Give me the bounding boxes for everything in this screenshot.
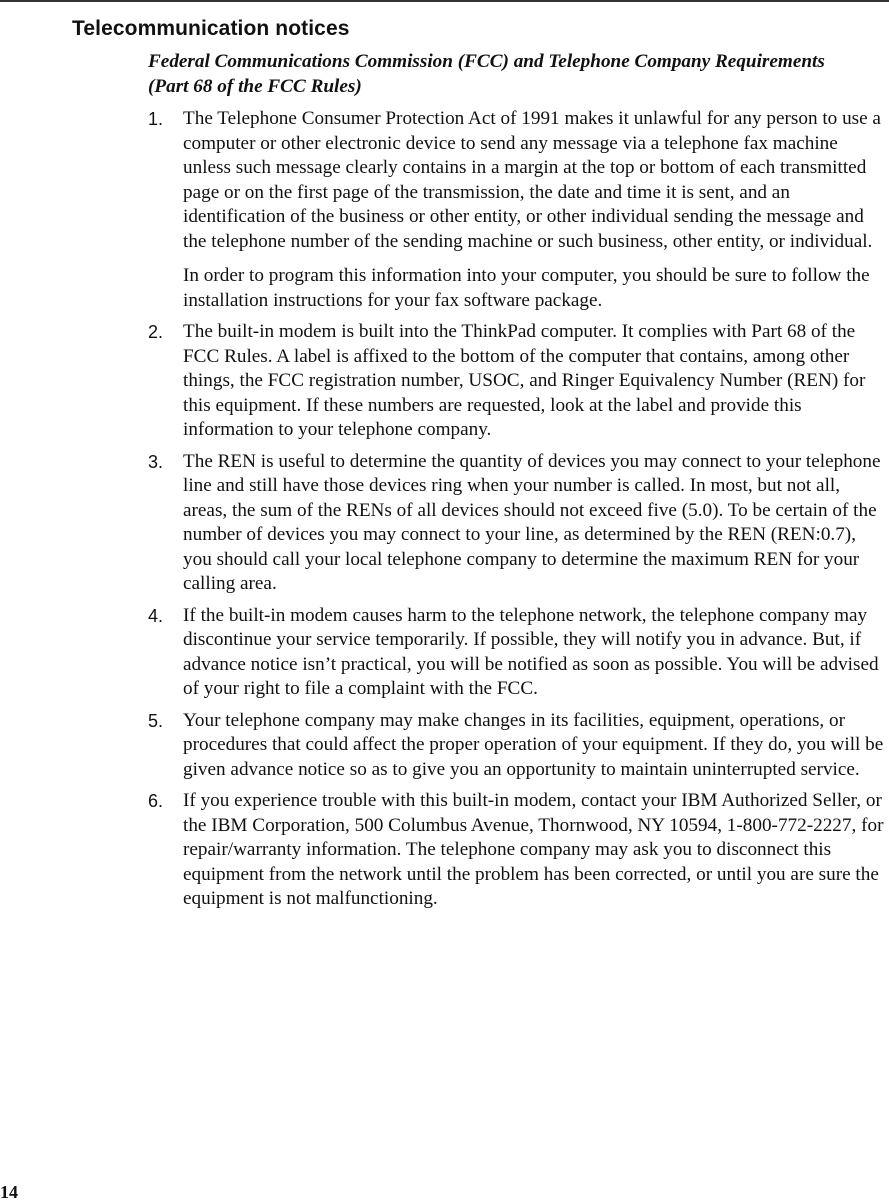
top-rule (0, 0, 889, 2)
item-number: 3. (148, 451, 164, 472)
list-item (148, 320, 888, 443)
list-item (148, 789, 888, 912)
item-paragraph: The Telephone Consumer Protection Act of 1991 makes it unlawful for any person to use a computer or other electronic device to send any message via a telephone fax machine unless such message clearly contains in a margin at the top or bottom of each transmitted page or on the first page of the transmission, the date and time it is sent, and an identification of the business or other entity, or other individual sending the message and the telephone number of the sending machine or such business, other entity, or individual. (183, 108, 881, 252)
item-paragraph: If the built-in modem causes harm to the telephone network, the telephone company may discontinue your service temporarily. If possible, they will notify you in advance. But, if advance notice isn’t practical, you will be notified as soon as possible. You will be advised of your right to file a complaint with the FCC. (183, 604, 879, 699)
item-paragraph: The REN is useful to determine the quantity of devices you may connect to your telephone line and still have those devices ring when your number is called. In most, but not all, areas, the sum of the RENs of all devices should not exceed five (5.0). To be certain of the number of devices you may connect to your line, as determined by the REN (REN:0.7), you should call your local telephone company to determine the maximum REN for your calling area. (183, 450, 881, 594)
item-paragraph: In order to program this information into your computer, you should be sure to follow the installation instructions for your fax software package. (183, 265, 870, 311)
list-item (148, 604, 888, 702)
item-number: 5. (148, 710, 164, 731)
item-paragraph: If you experience trouble with this built-in modem, contact your IBM Authorized Seller, or the IBM Corporation, 500 Columbus Avenue, Thornwood, NY 10594, 1-800-772-2227, for repair/warranty information. The telephone company may ask you to disconnect this equipment from the network until the problem has been corrected, or until you are sure the equipment is not malfunctioning. (183, 790, 884, 909)
section-heading: Telecommunication notices (72, 17, 350, 40)
list-item (148, 450, 888, 597)
item-number: 6. (148, 791, 164, 811)
item-number: 1. (148, 109, 164, 129)
notice-list (148, 107, 888, 919)
list-item (148, 709, 888, 783)
item-number: 4. (148, 605, 164, 626)
fcc-subheading: Federal Communications Commission (FCC) and Telephone Company Requirements (Part 68 of the FCC Rules) (148, 51, 825, 97)
item-paragraph: The built-in modem is built into the ThinkPad computer. It complies with Part 68 of the FCC Rules. A label is affixed to the bottom of the computer that contains, among other things, the FCC registration number, USOC, and Ringer Equivalency Number (REN) for this equipment. If these numbers are requested, look at the label and provide this information to your telephone company. (183, 321, 866, 440)
page-number: 14 (0, 1182, 18, 1202)
list-item (148, 107, 888, 313)
item-number: 2. (148, 322, 164, 342)
item-paragraph: Your telephone company may make changes in its facilities, equipment, operations, or procedures that could affect the proper operation of your equipment. If they do, you will be given advance notice so as to give you an opportunity to maintain uninterrupted service. (183, 709, 884, 780)
